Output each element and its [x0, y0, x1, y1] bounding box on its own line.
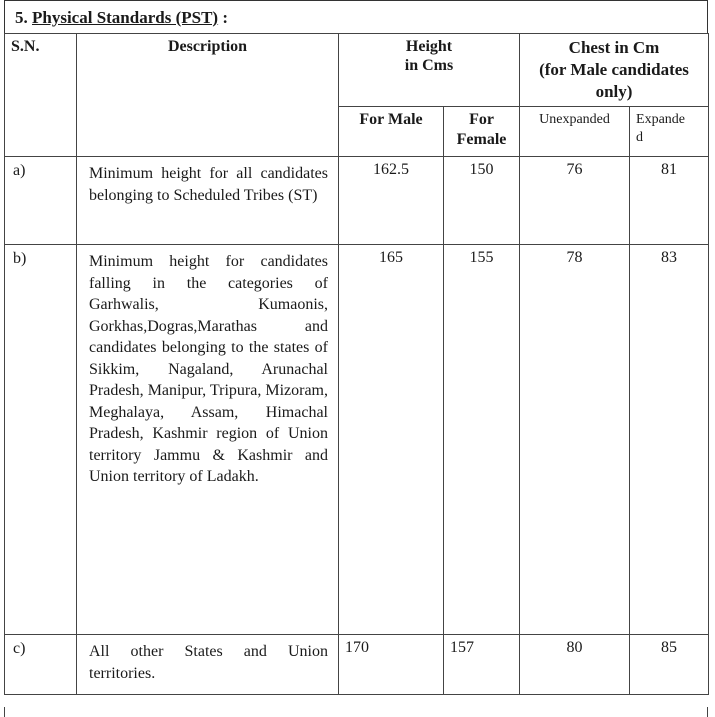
table-continuation — [4, 707, 708, 717]
header-for-male: For Male — [339, 107, 444, 157]
header-for-female-line2: Female — [456, 131, 507, 148]
header-height-line2: in Cms — [404, 57, 454, 74]
row-chest-unexpanded: 80 — [520, 635, 630, 695]
section-number: 5. — [15, 8, 28, 27]
row-chest-expanded: 85 — [630, 635, 709, 695]
row-description: Minimum height for candidates falling in the categories of Garhwalis, Kumaonis, Gorkhas,Dogras,Marathas and candidates belonging to the states of Sikkim, Nagaland, Arunachal Pradesh, Manipur, Tripura, Mizoram, Meghalaya, Assam, Himachal Pradesh, Kashmir region of Union territory Jammu & Kashmir and Union territory of Ladakh. — [77, 245, 339, 635]
row-height-female: 155 — [444, 245, 520, 635]
row-sn: c) — [5, 635, 77, 695]
row-height-female: 157 — [444, 635, 520, 695]
row-height-female: 150 — [444, 157, 520, 245]
header-for-female-line1: For — [469, 111, 494, 128]
header-chest-line3: only) — [595, 82, 633, 101]
row-height-male: 170 — [339, 635, 444, 695]
header-expanded — [630, 107, 709, 157]
header-chest — [520, 34, 709, 107]
table-row — [5, 245, 709, 635]
physical-standards-table — [4, 33, 709, 695]
header-description: Description — [77, 34, 339, 157]
row-height-male: 162.5 — [339, 157, 444, 245]
header-for-female — [444, 107, 520, 157]
section-title: Physical Standards (PST) — [32, 8, 219, 27]
header-chest-line1: Chest in Cm — [568, 38, 660, 57]
row-height-male: 165 — [339, 245, 444, 635]
header-expanded-line2: d — [636, 130, 644, 145]
row-chest-unexpanded: 78 — [520, 245, 630, 635]
row-chest-expanded: 81 — [630, 157, 709, 245]
table-row — [5, 635, 709, 695]
header-unexpanded: Unexpanded — [520, 107, 630, 157]
header-height-line1: Height — [405, 38, 453, 55]
section-heading — [4, 0, 708, 33]
row-chest-unexpanded: 76 — [520, 157, 630, 245]
header-height — [339, 34, 520, 107]
header-expanded-line1: Expande — [636, 112, 685, 127]
row-sn: b) — [5, 245, 77, 635]
table-row — [5, 157, 709, 245]
row-sn: a) — [5, 157, 77, 245]
table-header-row — [5, 34, 709, 107]
row-description: All other States and Union territories. — [77, 635, 339, 695]
row-chest-expanded: 83 — [630, 245, 709, 635]
row-description: Minimum height for all candidates belonging to Scheduled Tribes (ST) — [77, 157, 339, 245]
header-chest-line2: (for Male candidates — [539, 60, 689, 79]
pst-document — [4, 0, 710, 717]
header-sn: S.N. — [5, 34, 77, 157]
section-title-colon: : — [222, 8, 229, 27]
